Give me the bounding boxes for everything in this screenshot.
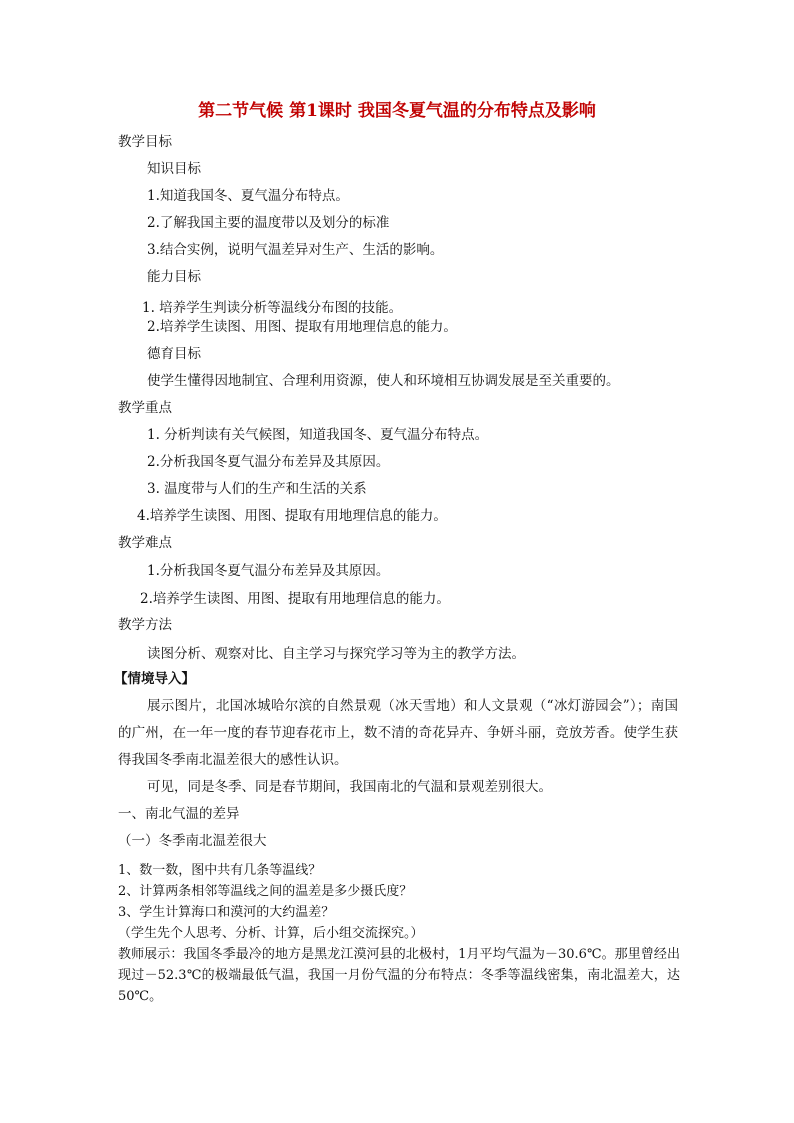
knowledge-objective-item: 1.知道我国冬、夏气温分布特点。 (147, 188, 349, 204)
intro-paragraph: 展示图片，北国冰城哈尔滨的自然景观（冰天雪地）和人文景观（“冰灯游园会”）；南国的广州，在一年一度的春节迎春花市上，数不清的奇花异卉、争妍斗丽，竞放芳香。使学生获得我国冬季南北温差很大的感性认识。 (118, 698, 678, 768)
knowledge-objective-item: 2.了解我国主要的温度带以及划分的标准 (147, 215, 390, 231)
question-item: 3、学生计算海口和漠河的大约温差？ (118, 905, 335, 920)
key-points-heading: 教学重点 (118, 400, 172, 416)
methods-text: 读图分析、观察对比、自主学习与探究学习等为主的教学方法。 (147, 646, 525, 662)
ability-objective-item: 2.培养学生读图、用图、提取有用地理信息的能力。 (147, 319, 457, 335)
section-heading: 一、南北气温的差异 (118, 806, 240, 822)
difficulties-heading: 教学难点 (118, 535, 172, 551)
knowledge-objectives-heading: 知识目标 (147, 161, 201, 177)
key-point-item: 4.培养学生读图、用图、提取有用地理信息的能力。 (137, 508, 447, 524)
moral-objectives-heading: 德育目标 (147, 346, 201, 362)
moral-objective-text: 使学生懂得因地制宜、合理利用资源，使人和环境相互协调发展是至关重要的。 (147, 373, 620, 389)
key-point-item: 3. 温度带与人们的生产和生活的关系 (147, 481, 367, 497)
intro-conclusion: 可见，同是冬季、同是春节期间，我国南北的气温和景观差别很大。 (147, 779, 552, 795)
key-point-item: 1. 分析判读有关气候图，知道我国冬、夏气温分布特点。 (147, 427, 489, 443)
objectives-heading: 教学目标 (118, 134, 172, 150)
intro-heading: 【情境导入】 (114, 671, 195, 687)
question-item: 2、计算两条相邻等温线之间的温差是多少摄氏度？ (118, 884, 413, 899)
question-item: 1、数一数，图中共有几条等温线？ (118, 863, 322, 878)
teacher-display-text: 教师展示：我国冬季最冷的地方是黑龙江漠河县的北极村，1月平均气温为－30.6℃。那里曾经出现过－52.3℃的极端最低气温，我国一月份气温的分布特点：冬季等温线密集，南北温差大，达50℃。 (118, 947, 680, 1004)
knowledge-objective-item: 3.结合实例，说明气温差异对生产、生活的影响。 (147, 242, 444, 258)
ability-objectives-heading: 能力目标 (147, 269, 201, 285)
subsection-heading: （一）冬季南北温差很大 (118, 833, 267, 849)
difficulty-item: 2.培养学生读图、用图、提取有用地理信息的能力。 (140, 591, 450, 607)
difficulty-item: 1.分析我国冬夏气温分布差异及其原因。 (147, 563, 390, 579)
key-point-item: 2.分析我国冬夏气温分布差异及其原因。 (147, 454, 390, 470)
methods-heading: 教学方法 (118, 617, 172, 633)
ability-objective-item: 1. 培养学生判读分析等温线分布图的技能。 (142, 300, 403, 316)
document-title: 第二节气候 第1课时 我国冬夏气温的分布特点及影响 (198, 101, 596, 121)
student-note: （学生先个人思考、分析、计算，后小组交流探究。） (118, 926, 424, 941)
